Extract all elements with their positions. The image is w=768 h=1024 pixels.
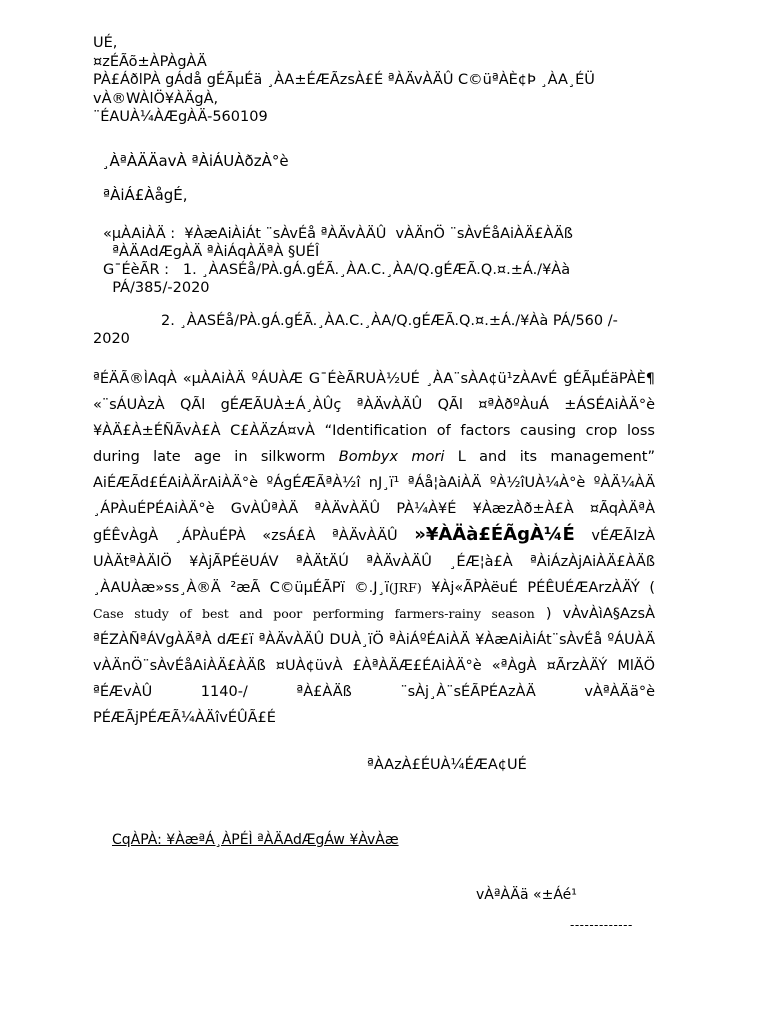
reference-block [103,261,570,297]
reference-line: G¯ÉèÃR : 1. ¸ÀASÉå/PÀ.gÁ.gÉÃ.¸ÀA.C.¸ÀA/Q.gÉÆÃ.Q.¤.±Á./¥Àà [103,262,571,278]
recipient-address [93,34,595,127]
reference-line: PÁ/385/-2020 [103,280,210,296]
signature-dash: ------------- [570,918,633,932]
body-text: ) vÀvÀìA§AzsÀ ªÉZÀÑªÁVgÀÄªÀ dÆ£ï ªÀÄvÀÄÛ DUÀ¸ïÖ ªÀiÁºÉAiÀÄ ¥ÀæAiÀiÁt¨sÀvÉå ºÁUÀÄ vÀÄnÖ¨sÀvÉåAiÀÄ£ÀÄß ¤UÀ¢üvÀ £ÀªÀÄÆ£ÉAiÀÄ°è «ªÀgÀ ¤ÃrzÀÄÝ MlÄÖ ªÉÆvÀÛ 1140-/ ªÀ£ÀÄß ¨sÀj¸À¨sÉÃPÉAzÀÄ vÀªÀÄä°è PÉÆÃjPÉÆÃ¼ÀÄîvÉÛÃ£É [93,606,655,726]
salutation-greeting: ªÀiÁ£ÀågÉ, [103,186,188,204]
reference-line: 2020 [93,331,130,347]
body-text: ªÉÄÃ®ÌAqÀ «µÀAiÀÄ ºÁUÀÆ G¯ÉèÃRUÀ½UÉ ¸ÀA¨sÀA¢ü¹zÀAvÉ gÉÃµÉäPÀÈ¶ «¨sÁUÀzÀ QÃl gÉÆÃUÀ±Á¸ÀÛç ªÀÄvÀÄÛ QÃl ¤ªÀðºÀuÁ ±ÁSÉAiÀÄ°è ¥ÀÄ£À±ÉÑÃvÀ£À C£ÀÄzÁ¤vÀ “Identification of factors causing crop loss during late age in silkworm [93,371,655,465]
reference-second [93,312,653,348]
body-text: ¥Àj«ÃPÀëuÉ PÉÊUÉÆArzÀÄÝ ( [421,580,655,596]
body-paragraph [93,366,655,731]
subject-line: «µÀAiÀÄ : ¥ÀæAiÀiÁt ¨sÀvÉå ªÀÄvÀÄÛ vÀÄnÖ ¨sÀvÉåAiÀÄ£ÀÄß [103,226,573,242]
subject-block [103,225,573,261]
body-serif: Case study of best and poor performing farmers-rainy season [93,606,535,621]
address-line: ¤zÉÃõ±ÀPÀgÀÄ [93,53,207,70]
salutation-respect: ¸ÀªÀÄÄavÀ ªÀiÁUÀðzÀ°è [102,152,289,170]
body-italic: Bombyx mori [338,449,445,465]
body-serif: (JRF) [388,580,422,595]
body-bold: »¥ÀÄà£ÉÃgÀ¼É [414,524,575,545]
subject-line: ªÀÄAdÆgÀÄ ªÀiÁqÀÄªÀ §UÉÎ [103,244,320,260]
address-line: PÀ£ÁðlPÀ gÁdå gÉÃµÉä ¸ÀA±ÉÆÃzsÀ£É ªÀÄvÀÄÛ C©üªÀÈ¢Þ ¸ÀA¸ÉÜ [93,72,595,88]
reference-line: 2. ¸ÀASÉå/PÀ.gÁ.gÉÃ.¸ÀA.C.¸ÀA/Q.gÉÆÃ.Q.¤.±Á./¥Àà PÁ/560 /- [161,313,618,329]
sender-name: vÀªÀÄä «±Áé¹ [476,887,577,903]
body-text: L and its management” AiÉÆÃd£ÉAiÀÄrAiÀÄ°è ºÁgÉÆÃªÀ½î nJ¸ï¹ ªÁå¦àAiÀÄ ºÀ½îUÀ¼À°è ºÀÄ¼ÀÄ ¸ÁPÀuÉPÉAiÀÄ°è GvÀÛªÀÄ ªÀÄvÀÄÛ PÀ¼À¥É ¥ÀæzÀð±À£À ¤ÃqÀÄªÀ gÉÊvÀgÀ ¸ÁPÀuÉPÀ «zsÁ£À ªÀÄvÀÄÛ [93,449,656,544]
address-line: ¨ÉAUÀ¼ÀÆgÀÄ-560109 [93,109,268,125]
address-line: UÉ, [93,35,118,51]
body-text: vÉÆÃIzÀ UÀÄtªÀÄlÖ ¥ÀjÃPÉëUÁV ªÀÄtÄÚ ªÀÄvÀÄÛ ¸ÉÆ¦à£À ªÀiÁzÀjAiÀÄ£ÀÄß ¸ÀAUÀæ»ss¸À®Ä ²æÃ C©üµÉÃPï ©.J¸ï [93,528,656,596]
address-line: vÀ®WÀlÖ¥ÀÄgÀ, [93,90,219,107]
copy-line: CqÀPÀ: ¥ÀæªÁ¸ÀPÉÌ ªÀÄAdÆgÁw ¥ÀvÀæ [112,832,399,848]
signoff: ªÀAzÀ£ÉUÀ¼ÉÆA¢UÉ [367,757,527,773]
